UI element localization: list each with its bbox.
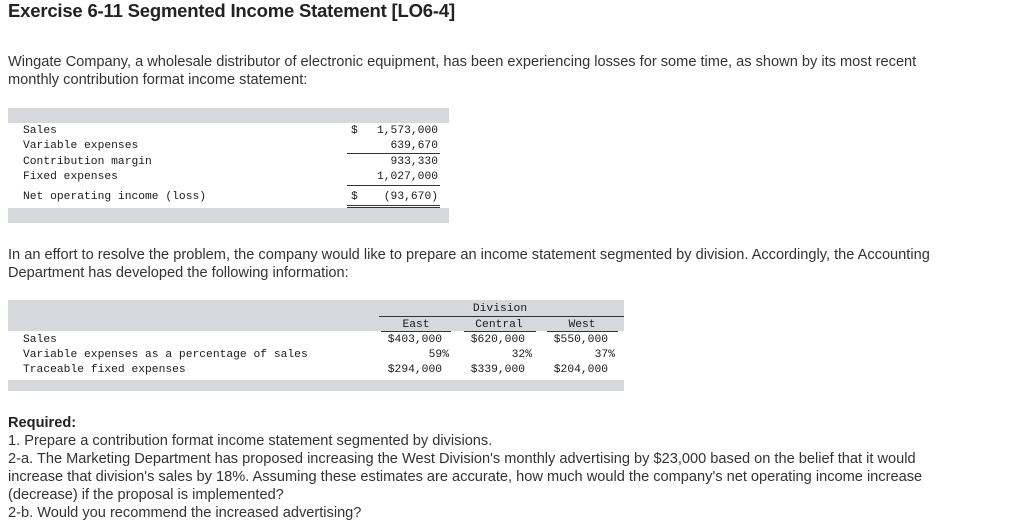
income-row-label: Variable expenses — [23, 140, 139, 152]
column-header-central: Central — [475, 319, 523, 331]
income-row-value: 639,670 — [390, 140, 438, 152]
required-item-1: 1. Prepare a contribution format income statement segmented by divisions. — [8, 433, 493, 449]
division-cell: $339,000 — [470, 364, 525, 376]
division-cell: 59% — [428, 349, 449, 361]
total-double-rule — [347, 205, 440, 208]
income-row-value: 1,573,000 — [376, 125, 438, 137]
income-row-label: Sales — [23, 125, 57, 137]
income-row-currency: $ — [351, 191, 358, 203]
income-row-label: Net operating income (loss) — [23, 191, 207, 203]
column-header-east: East — [402, 319, 430, 331]
column-header-west: West — [568, 319, 596, 331]
table-bottom-band — [8, 380, 624, 391]
income-row-value: 1,027,000 — [376, 171, 438, 183]
column-header-rule — [381, 331, 451, 332]
division-cell: $403,000 — [387, 334, 442, 346]
subtotal-rule — [347, 153, 440, 154]
effort-paragraph: In an effort to resolve the problem, the company would like to prepare an income statement segmented by division. Accordingly, the Accounting Department has developed the following information: — [8, 247, 930, 281]
page-title: Exercise 6-11 Segmented Income Statement [LO6-4] — [8, 0, 455, 21]
income-row-label: Contribution margin — [23, 156, 152, 168]
required-item-2a: 2-a. The Marketing Department has proposed increasing the West Division's monthly advertising by $23,000 based on the belief that it would increase that division's sales by 18%. Assuming these estimates are accurate, how much would the company's net operating income increase (decrease) if the proposal is implemented? — [8, 451, 923, 503]
intro-paragraph: Wingate Company, a wholesale distributor of electronic equipment, has been experiencing losses for some time, as shown by its most recent monthly contribution format income statement: — [8, 54, 917, 88]
group-header-rule — [379, 316, 624, 317]
income-row-currency: $ — [351, 125, 358, 137]
division-cell: $294,000 — [387, 364, 442, 376]
income-row-value: (93,670) — [383, 191, 438, 203]
income-row-value: 933,330 — [390, 156, 438, 168]
table-top-band — [8, 108, 449, 123]
required-section — [8, 414, 968, 522]
required-heading: Required: — [8, 415, 77, 431]
division-cell: $550,000 — [553, 334, 608, 346]
division-row-label: Sales — [23, 334, 57, 346]
division-cell: 32% — [511, 349, 532, 361]
subtotal-rule — [347, 185, 440, 186]
division-row-label: Variable expenses as a percentage of sales — [23, 349, 308, 361]
division-group-header: Division — [472, 303, 528, 315]
division-cell: 37% — [594, 349, 615, 361]
table-bottom-band — [8, 208, 449, 223]
column-header-rule — [464, 331, 536, 332]
division-cell: $204,000 — [553, 364, 608, 376]
division-row-label: Traceable fixed expenses — [23, 364, 186, 376]
division-cell: $620,000 — [470, 334, 525, 346]
column-header-rule — [547, 331, 618, 332]
income-row-label: Fixed expenses — [23, 171, 118, 183]
required-item-2b: 2-b. Would you recommend the increased advertising? — [8, 505, 362, 521]
